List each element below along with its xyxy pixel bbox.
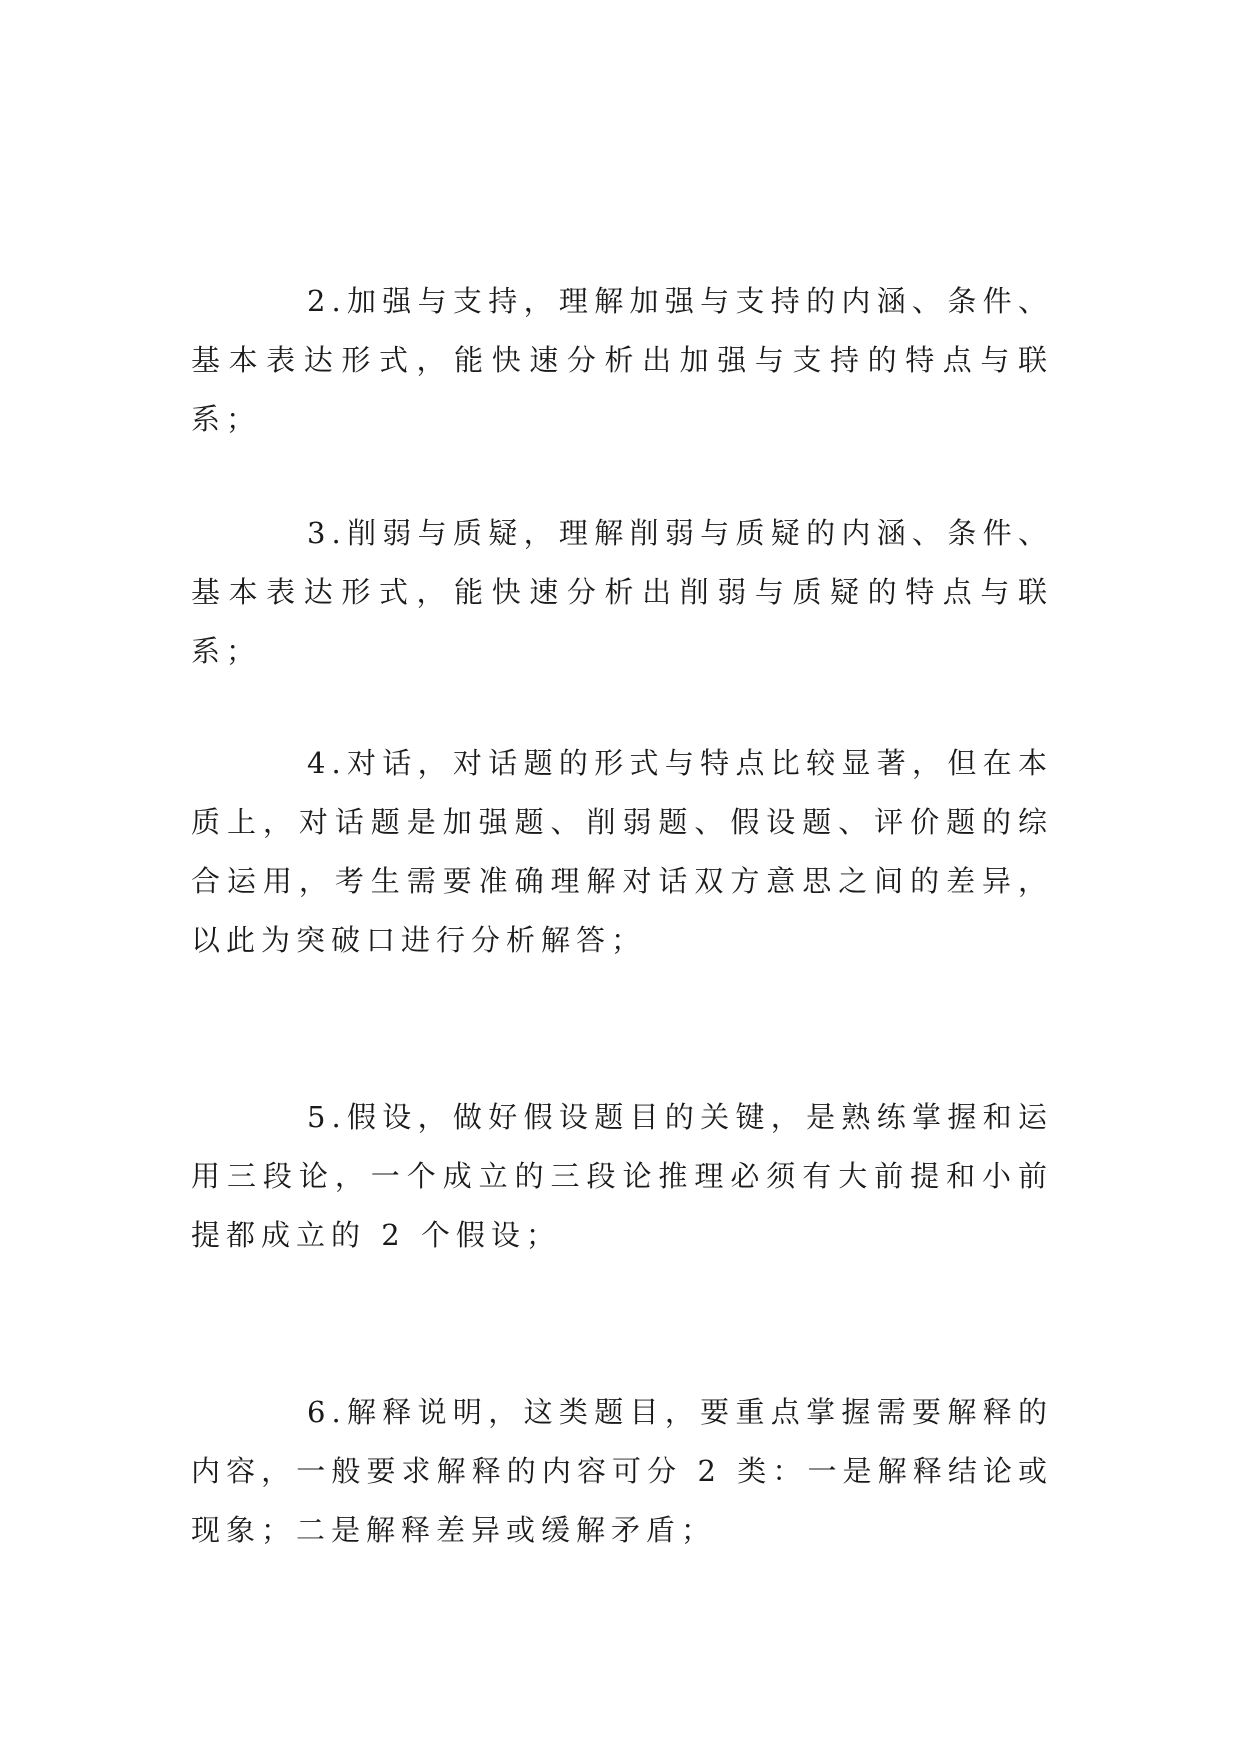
paragraph-dialogue: 4.对话，对话题的形式与特点比较显著，但在本质上，对话题是加强题、削弱题、假设题、评价题的综合运用，考生需要准确理解对话双方意思之间的差异，以此为突破口进行分析解答； xyxy=(191,746,1053,957)
paragraph-strengthen-support: 2.加强与支持，理解加强与支持的内涵、条件、基本表达形式，能快速分析出加强与支持的特点与联系； xyxy=(191,284,1053,436)
paragraph-explanation: 6.解释说明，这类题目，要重点掌握需要解释的内容，一般要求解释的内容可分 2 类：一是解释结论或现象；二是解释差异或缓解矛盾； xyxy=(191,1395,1053,1547)
paragraph-assumption: 5.假设，做好假设题目的关键，是熟练掌握和运用三段论，一个成立的三段论推理必须有大前提和小前提都成立的 2 个假设； xyxy=(191,1100,1053,1252)
paragraph-weaken-question: 3.削弱与质疑，理解削弱与质疑的内涵、条件、基本表达形式，能快速分析出削弱与质疑的特点与联系； xyxy=(191,516,1053,668)
